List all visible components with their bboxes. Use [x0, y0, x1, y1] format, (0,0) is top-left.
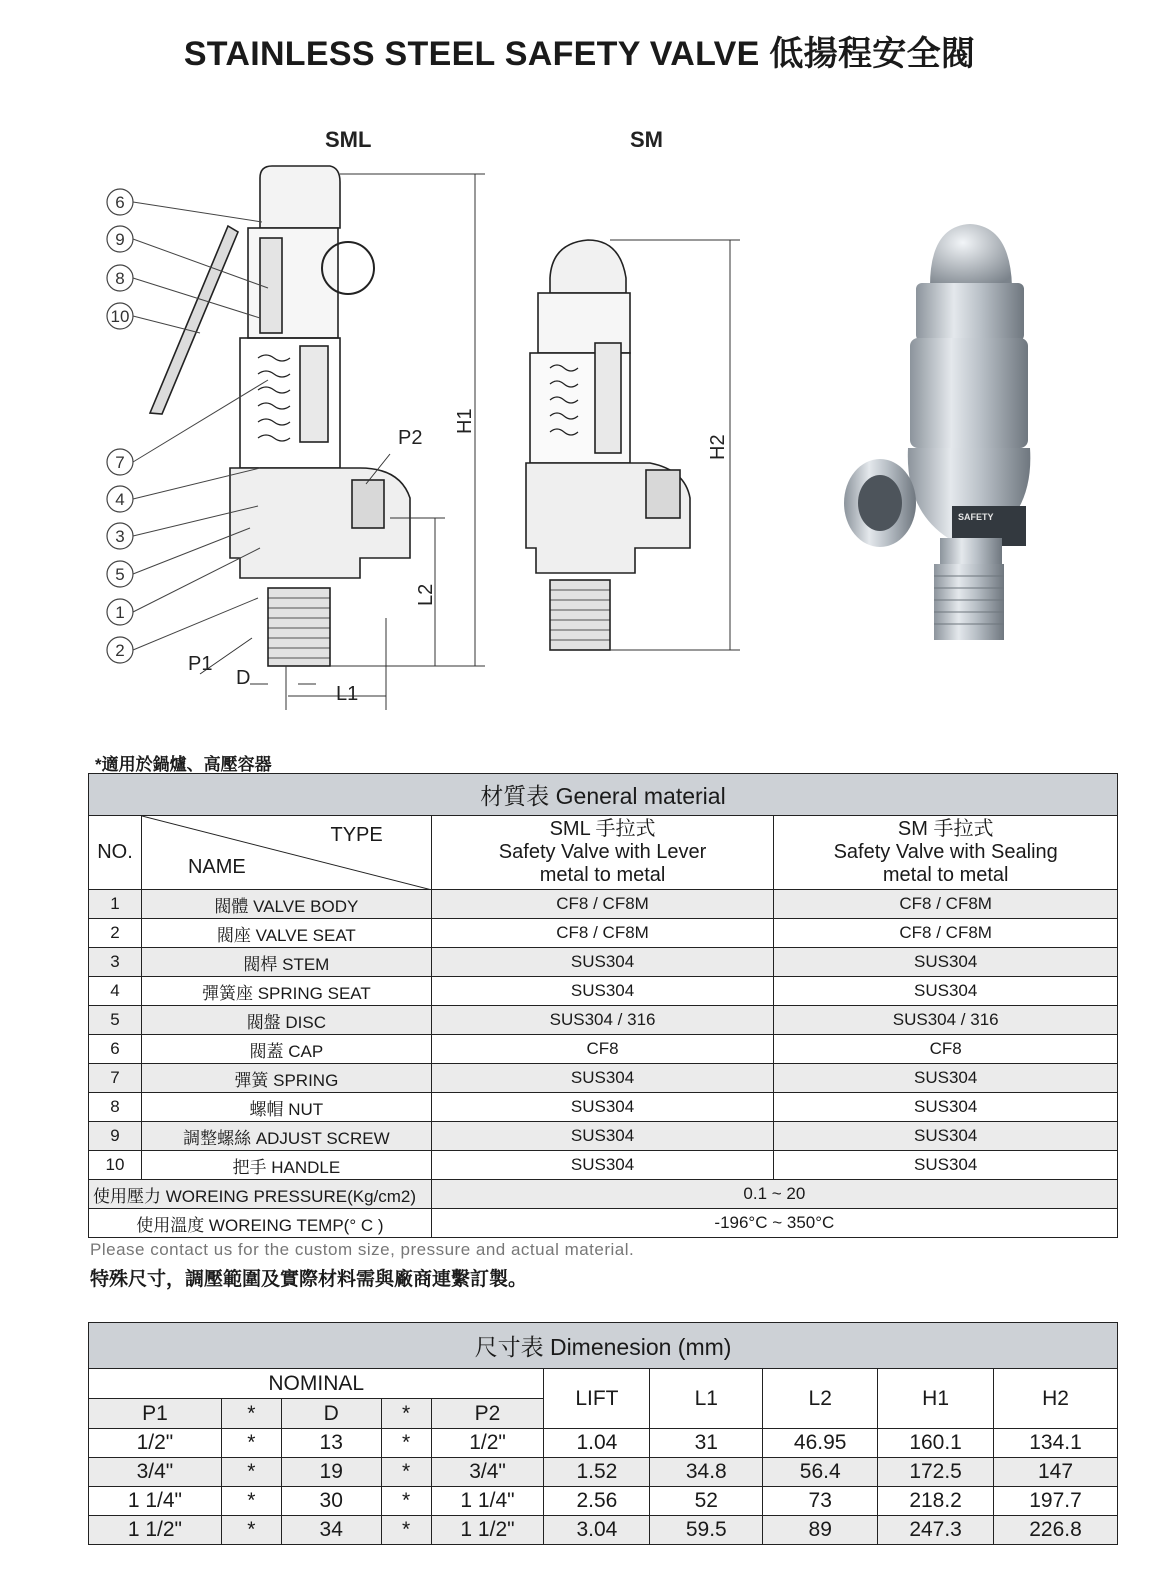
- material-cell-no: 4: [89, 977, 142, 1006]
- sml-type-header: [431, 816, 774, 890]
- h1-header: H1: [878, 1369, 994, 1429]
- material-cell-sml: SUS304: [431, 1151, 774, 1180]
- dimension-cell-h1: 160.1: [878, 1429, 994, 1458]
- dimension-cell-d: 13: [281, 1429, 381, 1458]
- callout-num: 7: [115, 453, 125, 472]
- material-cell-sm: SUS304: [774, 1151, 1118, 1180]
- page-title: STAINLESS STEEL SAFETY VALVE 低揚程安全閥: [183, 35, 976, 73]
- material-cell-no: 5: [89, 1006, 142, 1035]
- dimension-cell-p2: 1 1/2": [431, 1516, 544, 1545]
- temp-label: 使用溫度 WOREING TEMP(° C ): [89, 1209, 432, 1238]
- sm-label: SM: [630, 127, 663, 152]
- material-row: [89, 948, 1118, 977]
- callout-num: 5: [115, 565, 125, 584]
- dimension-cell-lift: 1.52: [544, 1458, 650, 1487]
- dimension-table: [88, 1322, 1118, 1545]
- nominal-header: NOMINAL: [89, 1369, 544, 1399]
- callout-num: 10: [110, 307, 130, 326]
- material-cell-no: 8: [89, 1093, 142, 1122]
- sm-type-header: [774, 816, 1118, 890]
- custom-note-en: Please contact us for the custom size, pressure and actual material.: [90, 1240, 635, 1259]
- callout-num: 3: [115, 527, 125, 546]
- sml-type-line: Safety Valve with Lever: [498, 841, 707, 863]
- sml-dimension-lines: [200, 174, 485, 710]
- material-row: [89, 977, 1118, 1006]
- no-header: NO.: [89, 816, 142, 890]
- material-cell-name: 閥盤 DISC: [141, 1006, 431, 1035]
- dim-l2: L2: [415, 583, 437, 606]
- p2-header: P2: [431, 1399, 544, 1429]
- material-cell-no: 7: [89, 1064, 142, 1093]
- dimension-cell-lift: 1.04: [544, 1429, 650, 1458]
- dimension-cell-p1: 1 1/4": [89, 1487, 222, 1516]
- material-cell-name: 調整螺絲 ADJUST SCREW: [141, 1122, 431, 1151]
- material-cell-sm: SUS304: [774, 1093, 1118, 1122]
- dimension-row: [89, 1487, 1118, 1516]
- dim-p1: P1: [188, 653, 213, 675]
- material-cell-name: 閥座 VALVE SEAT: [141, 919, 431, 948]
- callout-num: 2: [115, 641, 125, 660]
- material-cell-name: 閥體 VALVE BODY: [141, 890, 431, 919]
- lift-header: LIFT: [544, 1369, 650, 1429]
- material-table-title: 材質表 General material: [89, 774, 1118, 816]
- sm-type-line: Safety Valve with Sealing: [833, 841, 1058, 863]
- dimension-cell-l1: 31: [650, 1429, 763, 1458]
- dimension-cell-h1: 247.3: [878, 1516, 994, 1545]
- dimension-cell-l2: 46.95: [763, 1429, 878, 1458]
- diagonal-divider: [142, 816, 432, 890]
- dimension-cell-h2: 226.8: [994, 1516, 1118, 1545]
- material-cell-name: 閥桿 STEM: [141, 948, 431, 977]
- callout-num: 6: [115, 193, 125, 212]
- material-cell-sm: CF8 / CF8M: [774, 919, 1118, 948]
- star-header: *: [221, 1399, 281, 1429]
- dimension-cell-h2: 134.1: [994, 1429, 1118, 1458]
- material-row: [89, 1006, 1118, 1035]
- callout-num: 1: [115, 603, 125, 622]
- material-cell-sml: SUS304 / 316: [431, 1006, 774, 1035]
- dim-l1: L1: [336, 683, 359, 705]
- material-cell-sml: SUS304: [431, 1064, 774, 1093]
- material-cell-no: 2: [89, 919, 142, 948]
- material-row: [89, 1064, 1118, 1093]
- dimension-cell-h1: 218.2: [878, 1487, 994, 1516]
- dimension-cell-p1: 1/2": [89, 1429, 222, 1458]
- material-row: [89, 1151, 1118, 1180]
- material-cell-name: 閥蓋 CAP: [141, 1035, 431, 1064]
- application-note: *適用於鍋爐、高壓容器: [95, 755, 272, 774]
- material-row: [89, 1035, 1118, 1064]
- material-cell-sml: CF8 / CF8M: [431, 890, 774, 919]
- material-table: [88, 773, 1118, 1238]
- dimension-table-title: 尺寸表 Dimenesion (mm): [89, 1323, 1118, 1369]
- callout-num: 8: [115, 269, 125, 288]
- dimension-star: *: [221, 1487, 281, 1516]
- temp-value: -196°C ~ 350°C: [431, 1209, 1117, 1238]
- dimension-cell-p2: 1 1/4": [431, 1487, 544, 1516]
- custom-note-zh: 特殊尺寸，調壓範圍及實際材料需與廠商連繫訂製。: [90, 1269, 528, 1290]
- material-cell-sm: CF8: [774, 1035, 1118, 1064]
- sm-section-drawing: [526, 240, 690, 650]
- dimension-cell-lift: 3.04: [544, 1516, 650, 1545]
- sml-type-line: SML 手拉式: [549, 818, 656, 840]
- dimension-star: *: [381, 1429, 431, 1458]
- dimension-cell-l1: 52: [650, 1487, 763, 1516]
- dim-h1: H1: [454, 408, 476, 434]
- material-cell-sml: CF8: [431, 1035, 774, 1064]
- dimension-cell-l1: 34.8: [650, 1458, 763, 1487]
- material-cell-sml: SUS304: [431, 1122, 774, 1151]
- material-cell-no: 1: [89, 890, 142, 919]
- material-row: [89, 1122, 1118, 1151]
- dimension-cell-p2: 1/2": [431, 1429, 544, 1458]
- dim-p2: P2: [398, 427, 423, 449]
- dimension-cell-h2: 147: [994, 1458, 1118, 1487]
- dimension-cell-p1: 1 1/2": [89, 1516, 222, 1545]
- material-row: [89, 890, 1118, 919]
- dim-h2: H2: [707, 434, 729, 460]
- dimension-star: *: [381, 1458, 431, 1487]
- p1-header: P1: [89, 1399, 222, 1429]
- d-header: D: [281, 1399, 381, 1429]
- l1-header: L1: [650, 1369, 763, 1429]
- material-cell-sml: CF8 / CF8M: [431, 919, 774, 948]
- type-header: TYPE: [330, 824, 383, 846]
- type-name-header: [141, 816, 431, 890]
- star-header: *: [381, 1399, 431, 1429]
- callout-num: 4: [115, 490, 125, 509]
- sm-type-line: SM 手拉式: [897, 818, 994, 840]
- material-cell-no: 6: [89, 1035, 142, 1064]
- dimension-cell-lift: 2.56: [544, 1487, 650, 1516]
- sml-type-line: metal to metal: [539, 864, 666, 886]
- sm-type-line: metal to metal: [882, 864, 1009, 886]
- pressure-label: 使用壓力 WOREING PRESSURE(Kg/cm2): [89, 1180, 432, 1209]
- valve-diagram: [90, 118, 1130, 728]
- material-row: [89, 919, 1118, 948]
- material-cell-sm: SUS304 / 316: [774, 1006, 1118, 1035]
- dimension-cell-d: 34: [281, 1516, 381, 1545]
- dimension-star: *: [381, 1516, 431, 1545]
- material-cell-no: 9: [89, 1122, 142, 1151]
- dimension-cell-p2: 3/4": [431, 1458, 544, 1487]
- material-cell-name: 把手 HANDLE: [141, 1151, 431, 1180]
- material-cell-no: 10: [89, 1151, 142, 1180]
- material-cell-name: 螺帽 NUT: [141, 1093, 431, 1122]
- pressure-value: 0.1 ~ 20: [431, 1180, 1117, 1209]
- name-header: NAME: [187, 856, 246, 878]
- material-row: [89, 1093, 1118, 1122]
- dimension-star: *: [221, 1429, 281, 1458]
- material-cell-sml: SUS304: [431, 1093, 774, 1122]
- dimension-row: [89, 1458, 1118, 1487]
- dimension-cell-l2: 56.4: [763, 1458, 878, 1487]
- dimension-cell-d: 30: [281, 1487, 381, 1516]
- material-cell-sm: SUS304: [774, 1122, 1118, 1151]
- dimension-row: [89, 1516, 1118, 1545]
- material-cell-sm: SUS304: [774, 977, 1118, 1006]
- material-cell-no: 3: [89, 948, 142, 977]
- dim-d: D: [236, 667, 251, 689]
- h2-header: H2: [994, 1369, 1118, 1429]
- dimension-cell-d: 19: [281, 1458, 381, 1487]
- material-cell-sm: SUS304: [774, 1064, 1118, 1093]
- material-cell-sm: CF8 / CF8M: [774, 890, 1118, 919]
- callout-markers: [107, 189, 133, 663]
- dimension-star: *: [221, 1516, 281, 1545]
- material-cell-sml: SUS304: [431, 948, 774, 977]
- dimension-cell-l2: 89: [763, 1516, 878, 1545]
- dimension-star: *: [381, 1487, 431, 1516]
- dimension-star: *: [221, 1458, 281, 1487]
- l2-header: L2: [763, 1369, 878, 1429]
- dimension-cell-p1: 3/4": [89, 1458, 222, 1487]
- valve-drawing: [90, 118, 1130, 728]
- dimension-cell-h1: 172.5: [878, 1458, 994, 1487]
- dimension-cell-h2: 197.7: [994, 1487, 1118, 1516]
- dimension-cell-l1: 59.5: [650, 1516, 763, 1545]
- photo-plate-text: SAFETY: [958, 512, 994, 522]
- sml-section-drawing: [150, 166, 410, 666]
- sml-label: SML: [325, 127, 372, 152]
- material-cell-name: 彈簧 SPRING: [141, 1064, 431, 1093]
- material-cell-name: 彈簧座 SPRING SEAT: [141, 977, 431, 1006]
- product-photo: [844, 224, 1030, 640]
- dimension-cell-l2: 73: [763, 1487, 878, 1516]
- dimension-row: [89, 1429, 1118, 1458]
- material-cell-sm: SUS304: [774, 948, 1118, 977]
- callout-num: 9: [115, 230, 125, 249]
- material-cell-sml: SUS304: [431, 977, 774, 1006]
